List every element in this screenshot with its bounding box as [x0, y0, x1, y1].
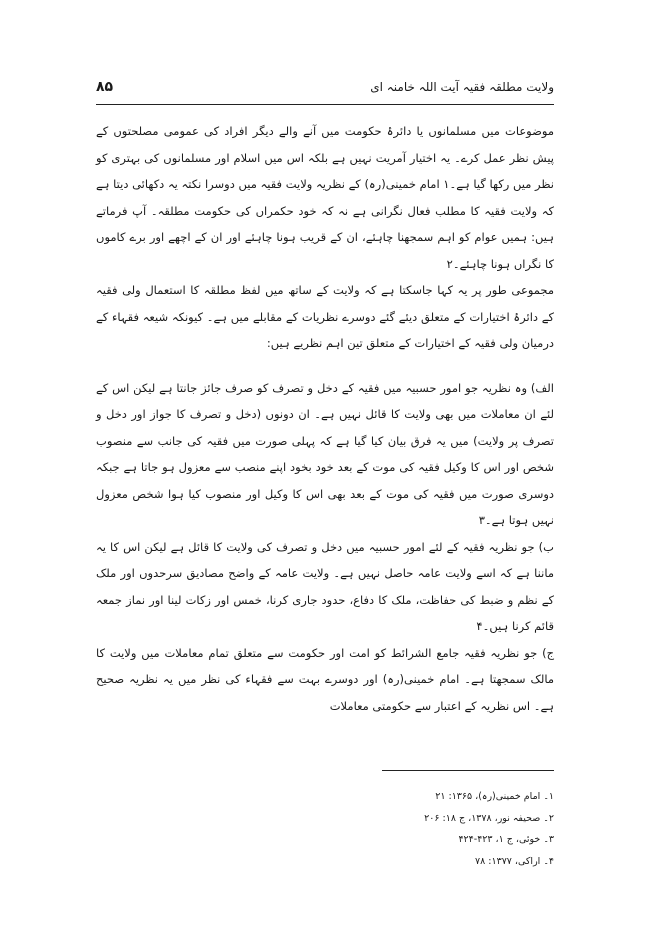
footnote-item: ۲۔ صحیفہ نور، ۱۳۷۸، ج ۱۸: ۲۰۶ — [424, 812, 554, 824]
paragraph-intro: موضوعات میں مسلمانوں یا دائرۂ حکومت میں آنے والے دیگر افراد کی عمومی مصلحتوں کے پیش نظر عمل کرے۔ یہ اختیار آمریت نہیں ہے بلکہ اس میں اسلام اور مسلمانوں کی بہتری کو نظر میں رکھا گیا ہے۔۱ امام خمینی(رہ) کے نظریہ ولایت فقیہ میں دوسرا نکتہ یہ دکھائی دیتا ہے کہ ولایت فقیہ کا مطلب فعال نگرانی ہے نہ کہ خود حکمراں کی حکومت مطلقہ۔ آپ فرماتے ہیں: ہمیں عوام کو اہم سمجھنا چاہئے، ان کے قریب ہونا چاہئے اور ان کے اچھے اور برے کاموں کا نگراں ہونا چاہئے۔۲ — [96, 124, 554, 271]
page-header — [96, 74, 554, 100]
running-title: ولایت مطلقہ فقیہ آیت اللہ خامنہ ای — [370, 80, 554, 94]
footnote-item: ۳۔ خوئی، ج ۱، ۴۲۳-۴۲۴ — [458, 834, 554, 845]
footnote-item: ۴۔ اراکی، ۱۳۷۷: ۷۸ — [475, 855, 554, 867]
header-divider — [96, 104, 554, 105]
footnote-item: ۱۔ امام خمینی(رہ)، ۱۳۶۵: ۲۱ — [435, 791, 554, 802]
footnotes — [300, 786, 554, 872]
paragraph-theory-jeem: ج) جو نظریہ فقیہ جامع الشرائط کو امت اور حکومت سے متعلق تمام معاملات میں ولایت کا مالک سمجھتا ہے۔ امام خمینی(رہ) اور دوسرے بہت سے فقہاء کی نظر میں یہ نظریہ صحیح ہے۔ اس نظریہ کے اعتبار سے حکومتی معاملات — [96, 645, 554, 713]
page-number: ۸۵ — [96, 79, 114, 95]
body-text — [96, 118, 554, 719]
paragraph-theory-alif: الف) وہ نظریہ جو امور حسبیہ میں فقیہ کے دخل و تصرف کو صرف جائز جانتا ہے لیکن اس کے لئے ان معاملات میں بھی ولایت کا قائل نہیں ہے۔ ان دونوں (دخل و تصرف کا جواز اور دخل و تصرف پر ولایت) میں یہ فرق بیان کیا گیا ہے کہ پہلی صورت میں فقیہ کی جانب سے منصوب شخص اور اس کا وکیل فقیہ کی موت کے بعد خود بخود اپنے منصب سے معزول ہو جاتا ہے جبکہ دوسری صورت میں فقیہ کی موت کے بعد بھی اس کا وکیل اور منصوب کیا ہوا شخص معزول نہیں ہوتا ہے۔۳ — [96, 380, 554, 527]
footnote-divider — [382, 770, 554, 771]
paragraph-summary: مجموعی طور پر یہ کہا جاسکتا ہے کہ ولایت کے ساتھ میں لفظ مطلقہ کا استعمال ولی فقیہ کے دائرۂ اختیارات کے متعلق دیئے گئے دوسرے نظریات کے مقابلے میں ہے۔ کیونکہ شیعہ فقہاء کے درمیان ولی فقیہ کے اختیارات کے متعلق تین اہم نظریے ہیں: — [96, 283, 554, 350]
paragraph-theory-be: ب) جو نظریہ فقیہ کے لئے امور حسبیہ میں دخل و تصرف کی ولایت کا قائل ہے لیکن اس کا یہ ماننا ہے کہ اسے ولایت عامہ حاصل نہیں ہے۔ ولایت عامہ کے واضح مصادیق سرحدوں اور ملک کے نظم و ضبط کی حفاظت، ملک کا دفاع، حدود جاری کرنا، خمس اور زکات لینا اور نماز جمعہ قائم کرنا ہیں۔۴ — [96, 539, 554, 633]
